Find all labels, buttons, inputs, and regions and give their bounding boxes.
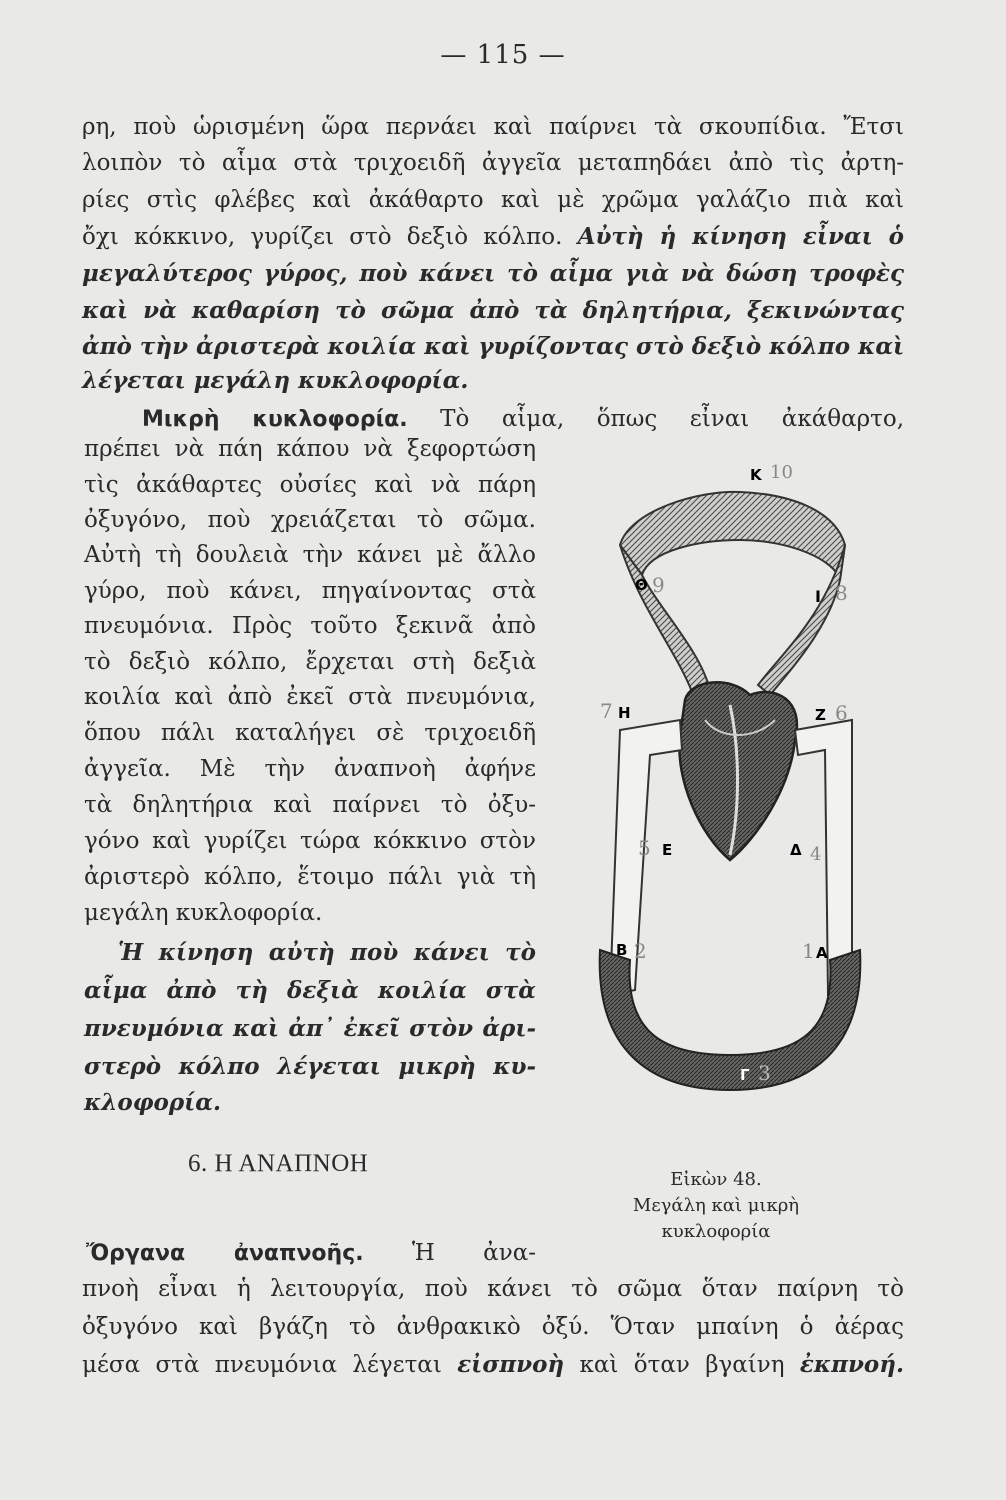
text-line: λοιπὸν τὸ αἷμα στὰ τριχοειδῆ ἀγγεῖα μεταπηδάει ἀπὸ τὶς ἀρτη- — [82, 150, 904, 176]
page-number: — 115 — — [440, 40, 566, 70]
emphasis-line: ἀπὸ τὴν ἀριστερὰ κοιλία καὶ γυρίζοντας στὸ δεξιὸ κόλπο καὶ — [82, 333, 905, 360]
emphasis-line: στερὸ κόλπο λέγεται μικρὴ κυ- — [84, 1053, 536, 1080]
handwritten-number: 1 — [802, 939, 815, 963]
emphasis-line: αἷμα ἀπὸ τὴ δεξιὰ κοιλία στὰ — [84, 977, 536, 1004]
emphasis-line: μεγαλύτερος γύρος, ποὺ κάνει τὸ αἷμα γιὰ νὰ δώση τροφὲς — [82, 260, 904, 287]
emphasis-line: Ἡ κίνηση αὐτὴ ποὺ κάνει τὸ — [118, 939, 536, 966]
handwritten-number: 10 — [770, 462, 793, 483]
text-line: μεγάλη κυκλοφορία. — [84, 900, 323, 926]
handwritten-number: 4 — [810, 844, 822, 865]
emphasis-line: πνευμόνια καὶ ἀπ᾿ ἐκεῖ στὸν ἀρι- — [84, 1015, 536, 1042]
text-line: γύρο, ποὺ κάνει, πηγαίνοντας στὰ — [84, 578, 536, 604]
text-span: ὄχι κόκκινο, γυρίζει στὸ δεξιὸ κόλπο. — [82, 224, 563, 250]
text-line — [82, 1350, 904, 1380]
emphasis-text: εἰσπνοὴ — [457, 1351, 565, 1378]
label-zeta: Ζ — [815, 706, 826, 724]
text-line: γόνο καὶ γυρίζει τώρα κόκκινο στὸν — [84, 828, 536, 854]
circulation-diagram — [590, 450, 870, 1120]
text-line — [82, 404, 904, 435]
emphasis-line: καὶ νὰ καθαρίση τὸ σῶμα ἀπὸ τὰ δηλητήρια, ξεκινώντας — [82, 297, 904, 324]
handwritten-number: 6 — [835, 701, 848, 725]
label-i: Ι — [815, 587, 821, 606]
figure-caption-number: Εἰκὼν 48. — [670, 1169, 762, 1190]
text-line — [86, 1238, 536, 1269]
handwritten-number: 7 — [600, 699, 613, 723]
text-line: τὰ δηλητήρια καὶ παίρνει τὸ ὀξυ- — [84, 792, 536, 818]
text-line: ρη, ποὺ ὡρισμένη ὥρα περνάει καὶ παίρνει τὰ σκουπίδια. Ἔτσι — [82, 114, 904, 140]
label-theta: Θ — [635, 576, 648, 594]
text-line: ἀγγεῖα. Μὲ τὴν ἀναπνοὴ ἀφήνε — [84, 756, 536, 782]
text-span: Ἡ ἀνα- — [411, 1240, 536, 1266]
text-span: Τὸ αἷμα, ὅπως εἶναι ἀκάθαρτο, — [440, 406, 905, 432]
inline-heading: Ὄργανα ἀναπνοῆς. — [86, 1241, 364, 1266]
label-alpha: Α — [816, 944, 828, 962]
figure-caption-title: κυκλοφορία — [661, 1221, 771, 1242]
handwritten-number: 9 — [652, 573, 665, 597]
text-line: πνευμόνια. Πρὸς τοῦτο ξεκινᾶ ἀπὸ — [84, 613, 536, 639]
emphasis-line: κλοφορία. — [84, 1089, 221, 1116]
text-line — [82, 222, 904, 252]
text-line: ὀξυγόνο, ποὺ χρειάζεται τὸ σῶμα. — [84, 507, 536, 533]
text-line: Αὐτὴ τὴ δουλειὰ τὴν κάνει μὲ ἄλλο — [84, 542, 536, 568]
handwritten-number: 3 — [758, 1061, 771, 1085]
section-title: 6. Η ΑΝΑΠΝΟΗ — [188, 1150, 369, 1177]
text-line: τὸ δεξιὸ κόλπο, ἔρχεται στὴ δεξιὰ — [84, 649, 536, 675]
label-gamma: Γ — [740, 1066, 750, 1084]
text-line: ὀξυγόνο καὶ βγάζη τὸ ἀνθρακικὸ ὀξύ. Ὅταν μπαίνη ὁ ἀέρας — [82, 1314, 904, 1340]
handwritten-number: 8 — [835, 581, 848, 605]
emphasis-line: λέγεται μεγάλη κυκλοφορία. — [82, 367, 469, 394]
handwritten-number: 2 — [634, 939, 647, 963]
emphasis-text: ἐκπνοή. — [799, 1351, 905, 1378]
inline-heading: Μικρὴ κυκλοφορία. — [142, 407, 408, 432]
handwritten-number: 5 — [638, 836, 651, 860]
text-line: ἀριστερὸ κόλπο, ἕτοιμο πάλι γιὰ τὴ — [84, 864, 536, 890]
label-delta: Δ — [790, 841, 802, 859]
text-line: τὶς ἀκάθαρτες οὐσίες καὶ νὰ πάρη — [84, 472, 536, 498]
label-k: Κ — [750, 466, 762, 484]
text-span: καὶ ὅταν βγαίνη — [579, 1352, 785, 1378]
label-beta: Β — [616, 941, 628, 959]
text-line: πνοὴ εἶναι ἡ λειτουργία, ποὺ κάνει τὸ σῶμα ὅταν παίρνη τὸ — [82, 1276, 904, 1302]
text-line: κοιλία καὶ ἀπὸ ἐκεῖ στὰ πνευμόνια, — [84, 684, 536, 710]
label-epsilon: Ε — [662, 841, 673, 859]
text-line: ρίες στὶς φλέβες καὶ ἀκάθαρτο καὶ μὲ χρῶμα γαλάζιο πιὰ καὶ — [82, 187, 904, 213]
label-eta: Η — [618, 704, 631, 722]
text-line: ὅπου πάλι καταλήγει σὲ τριχοειδῆ — [84, 720, 536, 746]
text-line: πρέπει νὰ πάη κάπου νὰ ξεφορτώση — [84, 436, 536, 462]
emphasis-text: Αὐτὴ ἡ κίνηση εἶναι ὁ — [577, 223, 904, 250]
figure-caption-title: Μεγάλη καὶ μικρὴ — [632, 1195, 800, 1216]
text-span: μέσα στὰ πνευμόνια λέγεται — [82, 1352, 442, 1378]
